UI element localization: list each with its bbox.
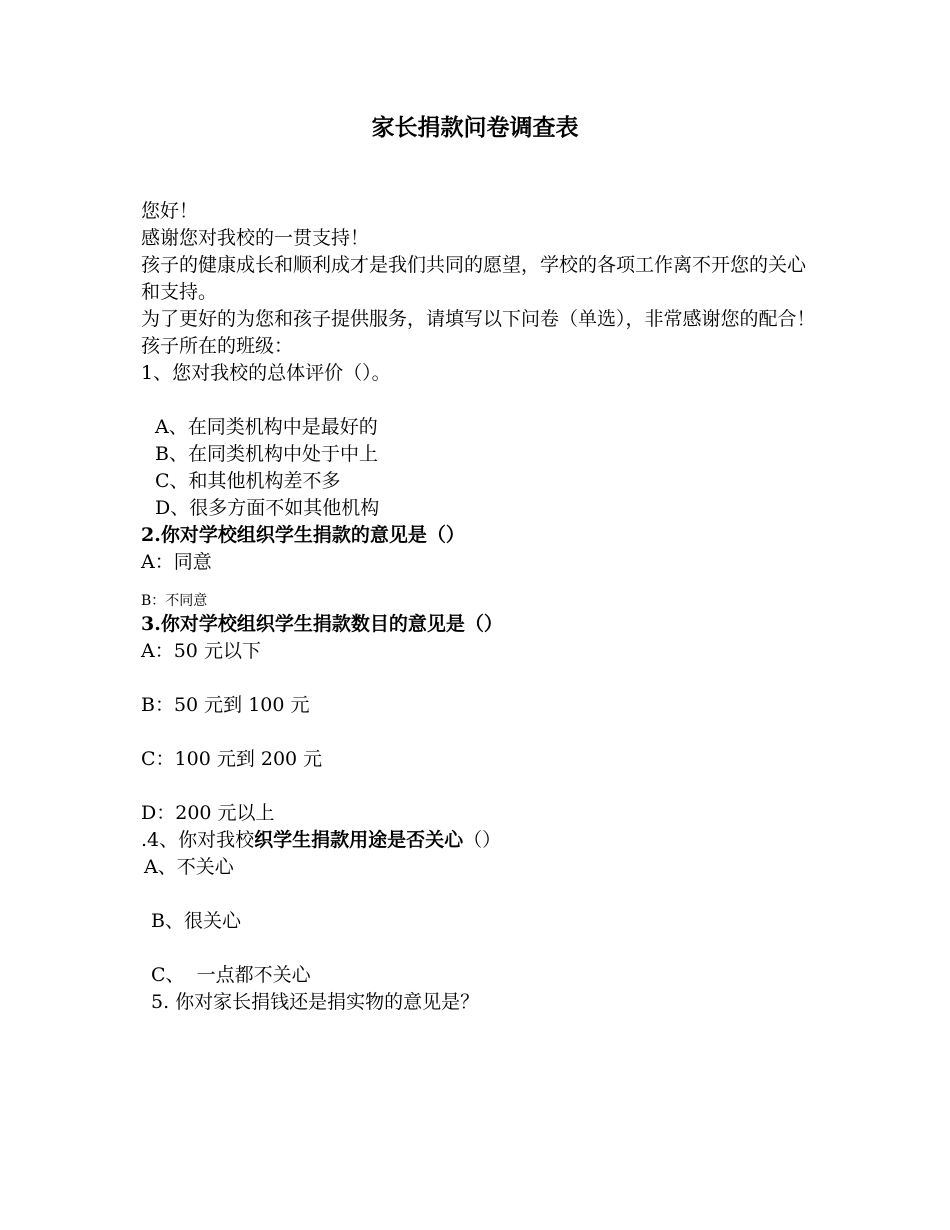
q2-option-a[interactable]: A：同意 xyxy=(141,551,212,573)
q1-option-d[interactable]: D、很多方面不如其他机构 xyxy=(155,497,380,519)
question-5: 5. 你对家长捐钱还是捐实物的意见是？ xyxy=(151,991,480,1013)
q1-option-b[interactable]: B、在同类机构中处于中上 xyxy=(155,443,378,465)
question-4 xyxy=(141,827,821,854)
thanks-line: 感谢您对我校的一贯支持！ xyxy=(141,227,370,249)
q1-option-c[interactable]: C、和其他机构差不多 xyxy=(155,470,341,492)
greeting: 您好！ xyxy=(141,200,199,222)
question-2: 2.你对学校组织学生捐款的意见是（） xyxy=(141,524,465,546)
q2-option-b[interactable]: B：不同意 xyxy=(141,593,208,609)
q3-option-b[interactable]: B：50 元到 100 元 xyxy=(141,694,310,716)
question-1: 1、您对我校的总体评价（）。 xyxy=(141,362,391,384)
q3-option-c[interactable]: C：100 元到 200 元 xyxy=(141,748,323,770)
class-label: 孩子所在的班级： xyxy=(141,335,294,357)
q3-option-d[interactable]: D：200 元以上 xyxy=(141,802,275,824)
intro-paragraph: 孩子的健康成长和顺利成才是我们共同的愿望，学校的各项工作离不开您的关心和支持。 xyxy=(141,254,807,303)
question-4-suffix: （） xyxy=(463,829,502,851)
document-title: 家长捐款问卷调查表 xyxy=(371,114,579,141)
question-4-bold: 织学生捐款用途是否关心 xyxy=(254,829,464,851)
q4-option-b[interactable]: B、很关心 xyxy=(151,910,241,932)
q1-option-a[interactable]: A、在同类机构中是最好的 xyxy=(155,416,378,438)
q4-option-c[interactable]: C、 一点都不关心 xyxy=(151,964,311,986)
q4-option-a[interactable]: A、不关心 xyxy=(144,856,234,878)
survey-body xyxy=(141,198,821,1016)
question-3: 3.你对学校组织学生捐款数目的意见是（） xyxy=(141,613,503,635)
instructions-paragraph: 为了更好的为您和孩子提供服务，请填写以下问卷（单选），非常感谢您的配合！ xyxy=(141,308,816,330)
q3-option-a[interactable]: A：50 元以下 xyxy=(141,640,261,662)
question-4-prefix: .4、你对我校 xyxy=(141,829,255,851)
